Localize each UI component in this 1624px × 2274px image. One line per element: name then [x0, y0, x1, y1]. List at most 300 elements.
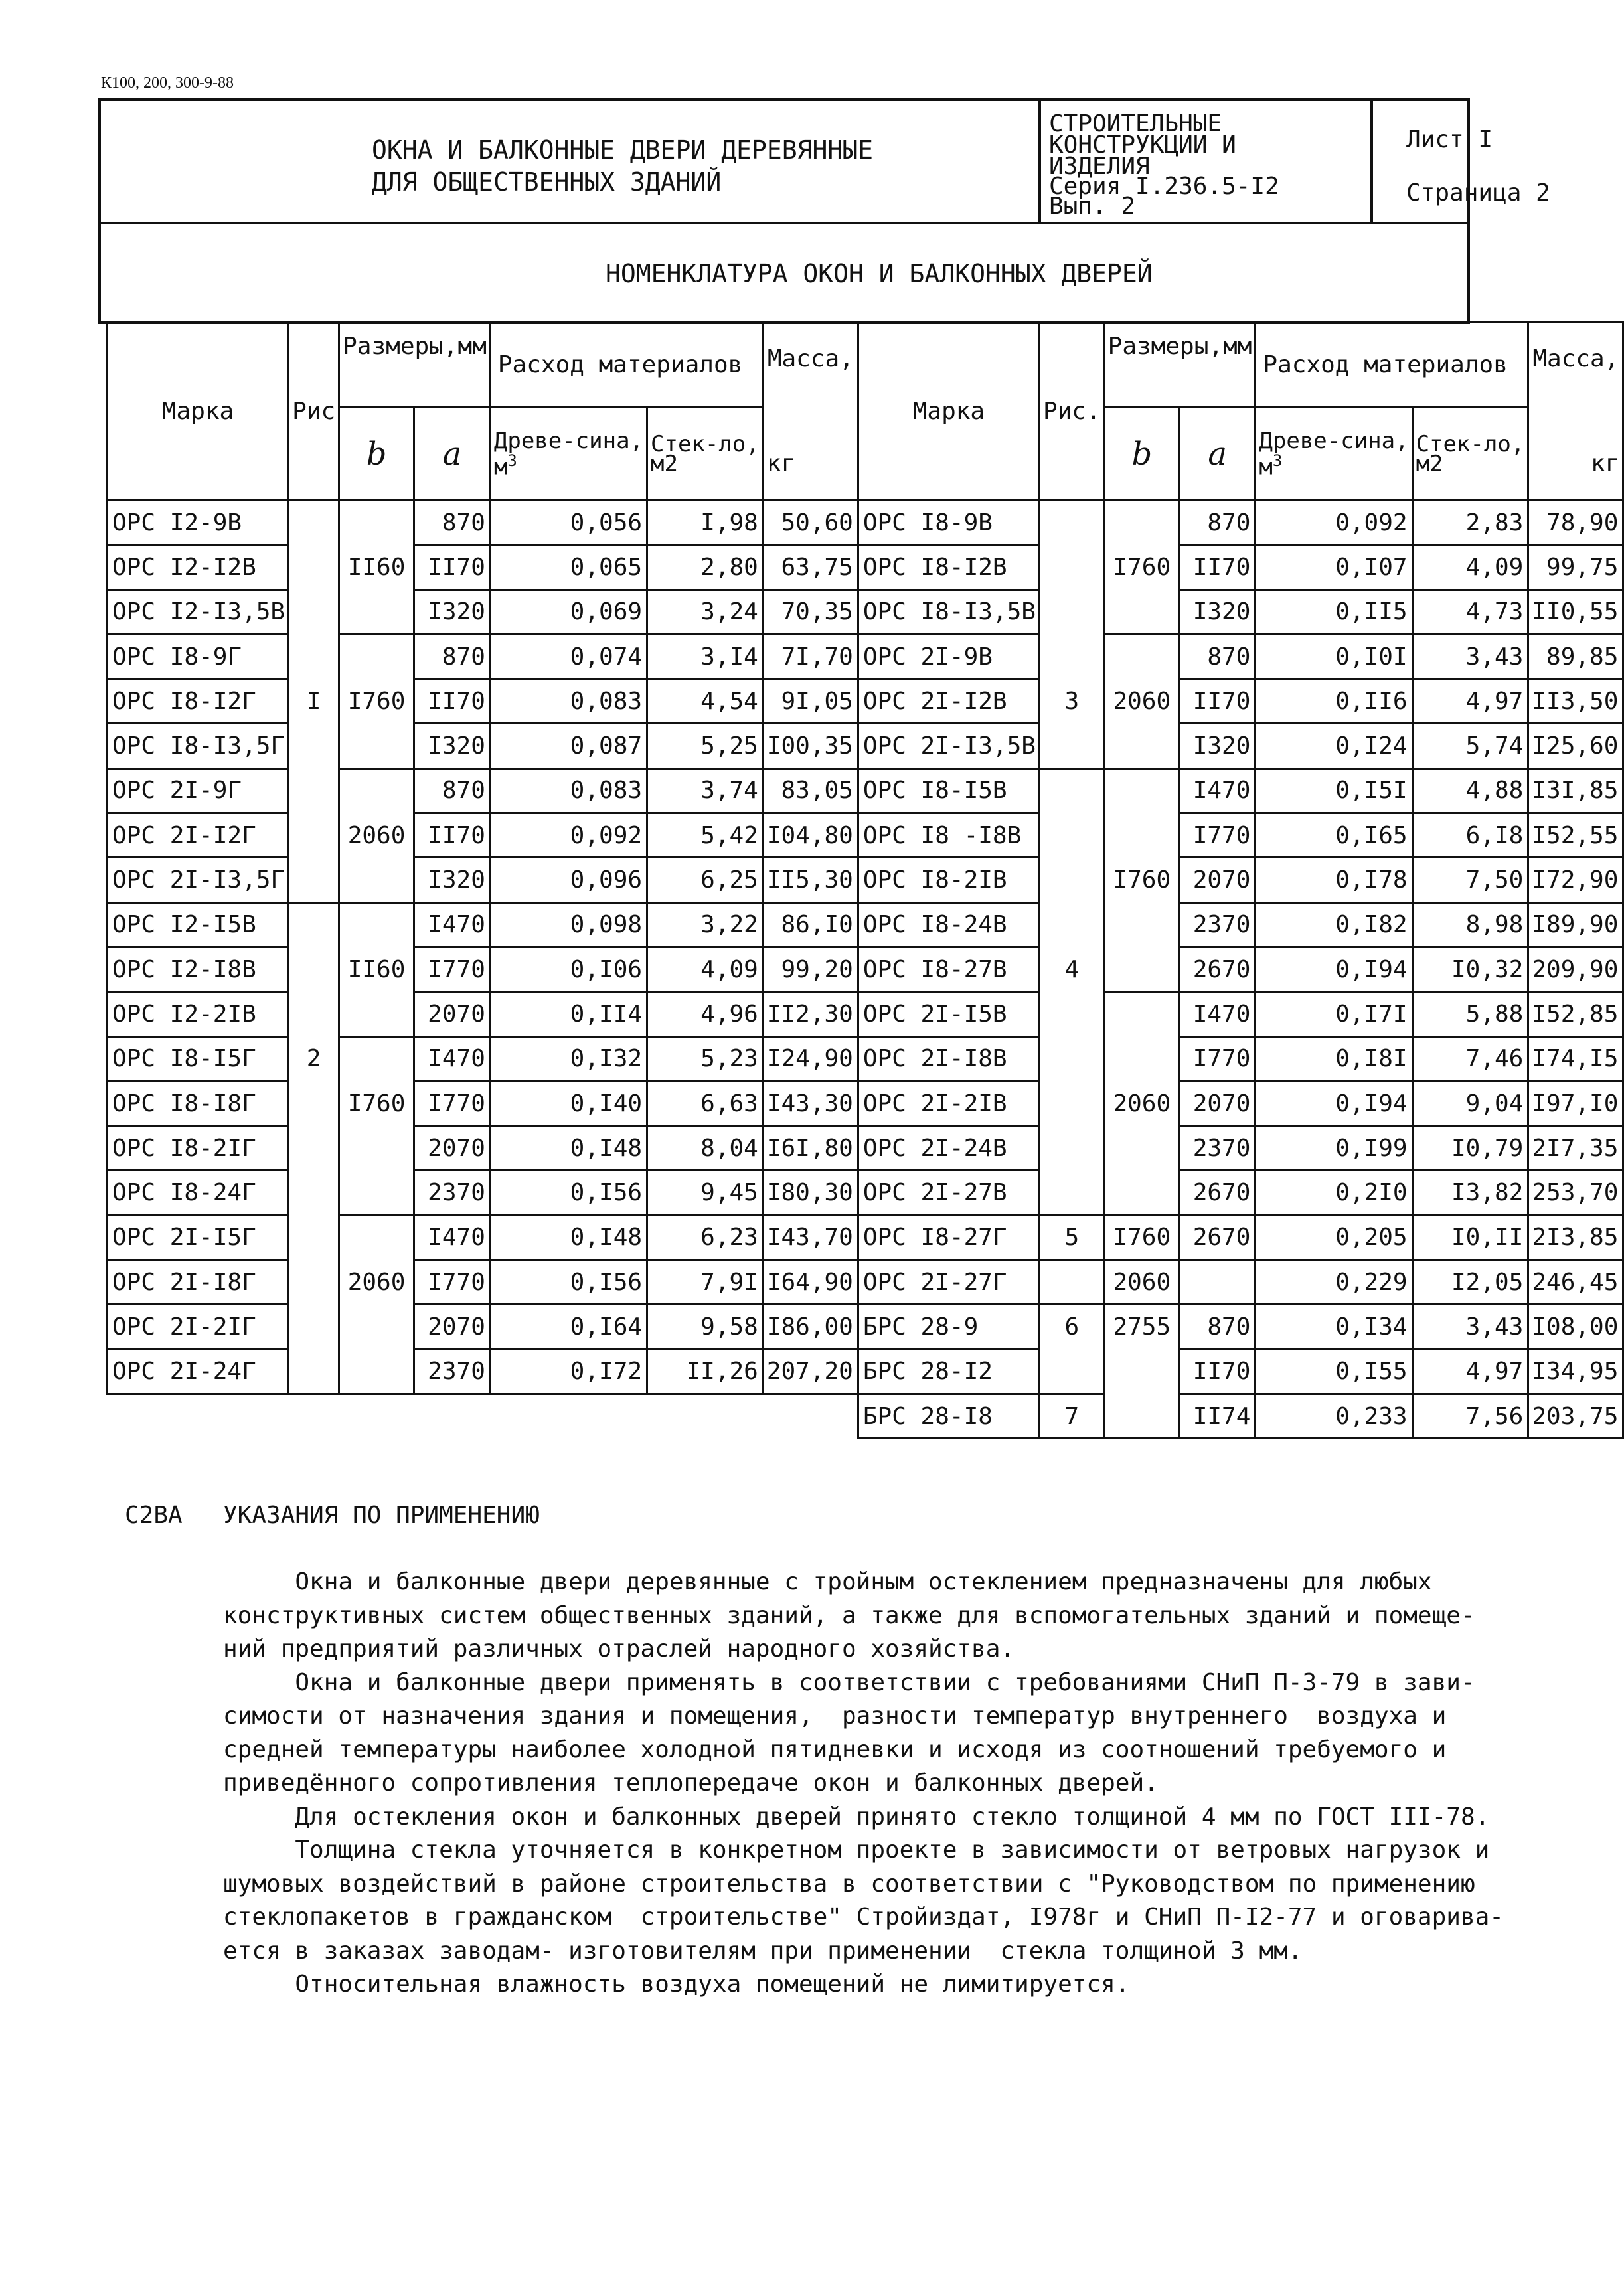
right-mark-cell: ОРС 2I-2IВ	[858, 1081, 1039, 1125]
right-mass-cell: II0,55	[1528, 590, 1623, 634]
left-mark-cell: ОРС I8-2IГ	[108, 1126, 289, 1171]
left-b-cell	[339, 590, 414, 634]
right-a-cell: 870	[1179, 501, 1255, 545]
right-glass-cell: I0,79	[1412, 1126, 1528, 1171]
left-empty-cell	[763, 1394, 858, 1438]
right-b-cell	[1104, 1394, 1179, 1438]
left-a-cell: II70	[414, 679, 491, 724]
left-glass-cell: II,26	[647, 1349, 764, 1394]
right-fig-cell	[1039, 724, 1104, 768]
right-a-cell: 870	[1179, 634, 1255, 679]
left-mark-cell: ОРС 2I-I3,5Г	[108, 858, 289, 902]
table-row	[108, 768, 1623, 813]
right-a-cell: II70	[1179, 545, 1255, 590]
left-empty-cell	[289, 1394, 339, 1438]
right-fig-cell	[1039, 1126, 1104, 1171]
left-empty-cell	[108, 1394, 289, 1438]
instructions-title: УКАЗАНИЯ ПО ПРИМЕНЕНИЮ	[223, 1502, 540, 1529]
right-mass-cell: 203,75	[1528, 1394, 1623, 1438]
series-line-3: ИЗДЕЛИЯ	[1049, 153, 1150, 180]
left-a-cell: I470	[414, 1036, 491, 1081]
right-mark-cell: ОРС 2I-I5В	[858, 992, 1039, 1036]
right-glass-cell: 7,46	[1412, 1036, 1528, 1081]
right-a-cell: II70	[1179, 1349, 1255, 1394]
right-wood-cell: 0,I0I	[1256, 634, 1412, 679]
series-line-5: Вып. 2	[1049, 193, 1136, 220]
left-wood-cell: 0,065	[490, 545, 647, 590]
left-fig-cell	[289, 634, 339, 679]
left-empty-cell	[414, 1394, 491, 1438]
left-mark-cell: ОРС I8-I2Г	[108, 679, 289, 724]
right-a-cell	[1179, 1260, 1255, 1305]
right-glass-cell: 6,I8	[1412, 813, 1528, 858]
right-b-cell: I760	[1104, 545, 1179, 590]
title-line-1: ОКНА И БАЛКОННЫЕ ДВЕРИ ДЕРЕВЯННЫЕ	[372, 135, 873, 165]
left-b-cell: I760	[339, 679, 414, 724]
header-wood-label: Древе-сина,	[493, 427, 644, 454]
right-b-cell	[1104, 902, 1179, 947]
right-fig-cell	[1039, 858, 1104, 902]
left-glass-cell: 3,24	[647, 590, 764, 634]
left-wood-cell: 0,069	[490, 590, 647, 634]
instructions-line: Окна и балконные двери применять в соответствии с требованиями СНиП П-3-79 в зави-	[223, 1668, 1475, 1696]
left-mark-cell: ОРС 2I-I8Г	[108, 1260, 289, 1305]
right-fig-cell	[1039, 1349, 1104, 1394]
table-row	[108, 501, 1623, 545]
right-b-cell: 2755	[1104, 1305, 1179, 1349]
left-mass-cell: 63,75	[763, 545, 858, 590]
left-b-cell	[339, 1305, 414, 1349]
right-fig-cell	[1039, 501, 1104, 545]
header-mass-right	[1528, 323, 1623, 501]
right-wood-cell: 0,229	[1256, 1260, 1412, 1305]
left-mass-cell: I24,90	[763, 1036, 858, 1081]
instructions-body	[223, 1566, 1504, 2002]
left-b-cell: II60	[339, 545, 414, 590]
right-a-cell: 2670	[1179, 947, 1255, 991]
table-row	[108, 679, 1623, 724]
right-mark-cell: ОРС 2I-24В	[858, 1126, 1039, 1171]
left-a-cell: 2370	[414, 1171, 491, 1215]
left-glass-cell: 5,42	[647, 813, 764, 858]
left-wood-cell: 0,I06	[490, 947, 647, 991]
left-a-cell: I770	[414, 1260, 491, 1305]
left-wood-cell: 0,098	[490, 902, 647, 947]
left-mass-cell: I64,90	[763, 1260, 858, 1305]
left-mark-cell: ОРС 2I-2IГ	[108, 1305, 289, 1349]
right-glass-cell: 7,56	[1412, 1394, 1528, 1438]
left-a-cell: 2070	[414, 1305, 491, 1349]
right-wood-cell: 0,I24	[1256, 724, 1412, 768]
left-glass-cell: 6,63	[647, 1081, 764, 1125]
header-glass-label-right: Стек-ло,	[1416, 430, 1525, 457]
left-a-cell: I470	[414, 1215, 491, 1259]
right-mass-cell: 2I7,35	[1528, 1126, 1623, 1171]
left-mass-cell: 207,20	[763, 1349, 858, 1394]
left-mass-cell: I80,30	[763, 1171, 858, 1215]
sheet-number: Лист I	[1406, 126, 1493, 153]
right-glass-cell: 3,43	[1412, 634, 1528, 679]
left-mass-cell: I43,70	[763, 1215, 858, 1259]
header-consumption-right: Расход материалов	[1256, 323, 1528, 408]
left-a-cell: I320	[414, 590, 491, 634]
right-fig-cell: 6	[1039, 1305, 1104, 1349]
right-mass-cell: I74,I5	[1528, 1036, 1623, 1081]
right-fig-cell	[1039, 813, 1104, 858]
right-glass-cell: 4,09	[1412, 545, 1528, 590]
header-sizes: Размеры,мм	[339, 323, 491, 408]
right-glass-cell: 5,74	[1412, 724, 1528, 768]
header-wood-unit	[493, 451, 643, 481]
left-glass-cell: 6,25	[647, 858, 764, 902]
right-b-cell: 2060	[1104, 1260, 1179, 1305]
table-row	[108, 634, 1623, 679]
right-b-cell	[1104, 992, 1179, 1036]
right-b-cell	[1104, 634, 1179, 679]
left-a-cell: II70	[414, 545, 491, 590]
right-mass-cell: I52,55	[1528, 813, 1623, 858]
table-row	[108, 1036, 1623, 1081]
right-b-cell: I760	[1104, 858, 1179, 902]
left-glass-cell: 6,23	[647, 1215, 764, 1259]
left-mark-cell: ОРС 2I-I5Г	[108, 1215, 289, 1259]
table-row	[108, 1081, 1623, 1125]
instructions-line: шумовых воздействий в районе строительства в соответствии с "Руководством по применению	[223, 1870, 1475, 1898]
left-glass-cell: 7,9I	[647, 1260, 764, 1305]
header-mark-right: Марка	[858, 323, 1039, 501]
right-a-cell: I470	[1179, 768, 1255, 813]
left-wood-cell: 0,056	[490, 501, 647, 545]
table-row	[108, 947, 1623, 991]
left-a-cell: II70	[414, 813, 491, 858]
table-row	[108, 590, 1623, 634]
sheet-block	[1373, 101, 1550, 222]
right-b-cell	[1104, 724, 1179, 768]
header-glass-right	[1412, 408, 1528, 501]
right-fig-cell	[1039, 545, 1104, 590]
left-mark-cell: ОРС I2-I5В	[108, 902, 289, 947]
header-mass	[763, 323, 858, 501]
instructions-line: ется в заказах заводам- изготовителям при применении стекла толщиной 3 мм.	[223, 1937, 1303, 1965]
left-mark-cell: ОРС I2-2IВ	[108, 992, 289, 1036]
left-b-cell	[339, 768, 414, 813]
nomenclature-table-wrapper	[106, 321, 1624, 1439]
right-fig-cell	[1039, 1171, 1104, 1215]
right-glass-cell: 4,88	[1412, 768, 1528, 813]
left-fig-cell	[289, 902, 339, 947]
left-mass-cell: I04,80	[763, 813, 858, 858]
left-wood-cell: 0,I48	[490, 1215, 647, 1259]
right-wood-cell: 0,I5I	[1256, 768, 1412, 813]
left-mark-cell: ОРС I2-I8В	[108, 947, 289, 991]
right-glass-cell: 7,50	[1412, 858, 1528, 902]
left-mark-cell: ОРС I8-I3,5Г	[108, 724, 289, 768]
left-glass-cell: 8,04	[647, 1126, 764, 1171]
instructions-line: приведённого сопротивления теплопередаче окон и балконных дверей.	[223, 1769, 1159, 1797]
left-mark-cell: ОРС 2I-I2Г	[108, 813, 289, 858]
right-wood-cell: 0,2I0	[1256, 1171, 1412, 1215]
header-fig-right: Рис.	[1039, 323, 1104, 501]
left-b-cell	[339, 1126, 414, 1171]
right-wood-cell: 0,I7I	[1256, 992, 1412, 1036]
right-b-cell: 2060	[1104, 1081, 1179, 1125]
table-row	[108, 902, 1623, 947]
left-a-cell: 2070	[414, 1126, 491, 1171]
left-glass-cell: 5,25	[647, 724, 764, 768]
right-fig-cell: 4	[1039, 947, 1104, 991]
table-row	[108, 1171, 1623, 1215]
left-mark-cell: ОРС I2-I3,5В	[108, 590, 289, 634]
wood-unit: м	[493, 453, 508, 481]
left-wood-cell: 0,I72	[490, 1349, 647, 1394]
left-mass-cell: I6I,80	[763, 1126, 858, 1171]
instructions-code: С2ВА	[125, 1502, 183, 1529]
left-mark-cell: ОРС 2I-9Г	[108, 768, 289, 813]
left-fig-cell: 2	[289, 1036, 339, 1081]
left-b-cell	[339, 1036, 414, 1081]
table-body	[108, 501, 1623, 1439]
header-glass-label: Стек-ло,	[651, 430, 760, 457]
left-wood-cell: 0,087	[490, 724, 647, 768]
left-fig-cell	[289, 1349, 339, 1394]
left-glass-cell: 3,22	[647, 902, 764, 947]
nomenclature-title: НОМЕНКЛАТУРА ОКОН И БАЛКОННЫХ ДВЕРЕЙ	[606, 259, 1153, 288]
left-wood-cell: 0,I48	[490, 1126, 647, 1171]
right-b-cell	[1104, 1171, 1179, 1215]
left-fig-cell	[289, 768, 339, 813]
right-mark-cell: ОРС I8-24В	[858, 902, 1039, 947]
right-mass-cell: 78,90	[1528, 501, 1623, 545]
header-b-right: b	[1104, 408, 1179, 501]
right-glass-cell: I0,II	[1412, 1215, 1528, 1259]
table-row	[108, 1260, 1623, 1305]
left-mark-cell: ОРС I8-9Г	[108, 634, 289, 679]
left-glass-cell: 9,45	[647, 1171, 764, 1215]
table-row	[108, 858, 1623, 902]
header-sizes-right: Размеры,мм	[1104, 323, 1256, 408]
left-b-cell	[339, 992, 414, 1036]
left-mass-cell: 9I,05	[763, 679, 858, 724]
left-mass-cell: I86,00	[763, 1305, 858, 1349]
right-b-cell	[1104, 1349, 1179, 1394]
right-a-cell: I320	[1179, 724, 1255, 768]
right-a-cell: I770	[1179, 1036, 1255, 1081]
left-a-cell: I470	[414, 902, 491, 947]
right-mass-cell: I08,00	[1528, 1305, 1623, 1349]
header-wood-unit-right	[1259, 451, 1408, 481]
right-mass-cell: II3,50	[1528, 679, 1623, 724]
left-wood-cell: 0,092	[490, 813, 647, 858]
right-mass-cell: 89,85	[1528, 634, 1623, 679]
right-glass-cell: I0,32	[1412, 947, 1528, 991]
document-title	[101, 101, 1041, 222]
left-glass-cell: 9,58	[647, 1305, 764, 1349]
wood-unit-right: м	[1259, 453, 1273, 481]
right-wood-cell: 0,II6	[1256, 679, 1412, 724]
right-b-cell	[1104, 947, 1179, 991]
right-wood-cell: 0,092	[1256, 501, 1412, 545]
left-mark-cell: ОРС I8-I5Г	[108, 1036, 289, 1081]
right-glass-cell: 8,98	[1412, 902, 1528, 947]
left-mass-cell: 86,I0	[763, 902, 858, 947]
right-b-cell	[1104, 590, 1179, 634]
right-mass-cell: I25,60	[1528, 724, 1623, 768]
right-mass-cell: I52,85	[1528, 992, 1623, 1036]
left-b-cell: II60	[339, 947, 414, 991]
header-mass-label: Масса,	[767, 345, 854, 372]
right-b-cell	[1104, 501, 1179, 545]
right-a-cell: 2070	[1179, 858, 1255, 902]
right-wood-cell: 0,I65	[1256, 813, 1412, 858]
left-mass-cell: II2,30	[763, 992, 858, 1036]
left-mark-cell: ОРС 2I-24Г	[108, 1349, 289, 1394]
right-wood-cell: 0,I82	[1256, 902, 1412, 947]
left-glass-cell: 3,I4	[647, 634, 764, 679]
right-fig-cell	[1039, 1036, 1104, 1081]
right-b-cell	[1104, 768, 1179, 813]
left-wood-cell: 0,096	[490, 858, 647, 902]
left-fig-cell: I	[289, 679, 339, 724]
header-wood	[490, 408, 647, 501]
left-b-cell	[339, 902, 414, 947]
left-fig-cell	[289, 1260, 339, 1305]
right-mark-cell: ОРС I8-I5В	[858, 768, 1039, 813]
left-wood-cell: 0,I32	[490, 1036, 647, 1081]
right-glass-cell: I3,82	[1412, 1171, 1528, 1215]
left-a-cell: 870	[414, 501, 491, 545]
left-a-cell: I770	[414, 1081, 491, 1125]
right-mark-cell: ОРС I8-27В	[858, 947, 1039, 991]
right-mass-cell: I34,95	[1528, 1349, 1623, 1394]
right-wood-cell: 0,I99	[1256, 1126, 1412, 1171]
right-a-cell: II74	[1179, 1394, 1255, 1438]
header-mass-label-right: Масса,	[1532, 345, 1619, 372]
right-mark-cell: ОРС I8-2IВ	[858, 858, 1039, 902]
right-glass-cell: 4,97	[1412, 679, 1528, 724]
right-wood-cell: 0,I94	[1256, 947, 1412, 991]
document-code: К100, 200, 300-9-88	[101, 74, 234, 92]
left-fig-cell	[289, 858, 339, 902]
instructions-line: Толщина стекла уточняется в конкретном проекте в зависимости от ветровых нагрузок и	[223, 1836, 1490, 1864]
right-mark-cell: ОРС I8 -I8В	[858, 813, 1039, 858]
right-mark-cell: ОРС 2I-I3,5В	[858, 724, 1039, 768]
right-fig-cell: 7	[1039, 1394, 1104, 1438]
left-wood-cell: 0,083	[490, 679, 647, 724]
series-line-2: КОНСТРУКЦИИ И	[1049, 131, 1236, 159]
right-mass-cell: 2I3,85	[1528, 1215, 1623, 1259]
right-a-cell: II70	[1179, 679, 1255, 724]
table-row	[108, 1215, 1623, 1259]
right-mass-cell: 209,90	[1528, 947, 1623, 991]
left-mass-cell: 7I,70	[763, 634, 858, 679]
right-mark-cell: БРС 28-I8	[858, 1394, 1039, 1438]
left-fig-cell	[289, 501, 339, 545]
left-glass-cell: 2,80	[647, 545, 764, 590]
left-mass-cell: II5,30	[763, 858, 858, 902]
left-fig-cell	[289, 992, 339, 1036]
left-glass-cell: 4,09	[647, 947, 764, 991]
right-fig-cell	[1039, 992, 1104, 1036]
series-line-1: СТРОИТЕЛЬНЫЕ	[1049, 110, 1222, 137]
left-fig-cell	[289, 545, 339, 590]
right-mark-cell: БРС 28-I2	[858, 1349, 1039, 1394]
right-glass-cell: 3,43	[1412, 1305, 1528, 1349]
right-mark-cell: ОРС 2I-27Г	[858, 1260, 1039, 1305]
right-wood-cell: 0,I07	[1256, 545, 1412, 590]
left-mass-cell: I00,35	[763, 724, 858, 768]
right-fig-cell	[1039, 590, 1104, 634]
right-fig-cell	[1039, 1260, 1104, 1305]
left-a-cell: I320	[414, 724, 491, 768]
left-b-cell	[339, 634, 414, 679]
header-mass-unit: кг	[766, 449, 796, 477]
left-mass-cell: 70,35	[763, 590, 858, 634]
left-glass-cell: I,98	[647, 501, 764, 545]
left-wood-cell: 0,I56	[490, 1171, 647, 1215]
left-fig-cell	[289, 1081, 339, 1125]
left-empty-cell	[647, 1394, 764, 1438]
left-mass-cell: I43,30	[763, 1081, 858, 1125]
left-glass-cell: 4,96	[647, 992, 764, 1036]
right-mass-cell: I72,90	[1528, 858, 1623, 902]
left-mark-cell: ОРС I2-9В	[108, 501, 289, 545]
header-wood-right	[1256, 408, 1412, 501]
right-b-cell	[1104, 1036, 1179, 1081]
right-mass-cell: 253,70	[1528, 1171, 1623, 1215]
right-mark-cell: БРС 28-9	[858, 1305, 1039, 1349]
right-mass-cell: I3I,85	[1528, 768, 1623, 813]
left-glass-cell: 4,54	[647, 679, 764, 724]
left-mass-cell: 83,05	[763, 768, 858, 813]
right-a-cell: I770	[1179, 813, 1255, 858]
left-b-cell	[339, 1349, 414, 1394]
nomenclature-table	[106, 321, 1624, 1439]
left-empty-cell	[490, 1394, 647, 1438]
left-glass-cell: 5,23	[647, 1036, 764, 1081]
instructions-line: стеклопакетов в гражданском строительстве" Стройиздат, I978г и СНиП П-I2-77 и оговарива-	[223, 1904, 1504, 1931]
left-wood-cell: 0,074	[490, 634, 647, 679]
left-wood-cell: 0,II4	[490, 992, 647, 1036]
left-b-cell	[339, 501, 414, 545]
left-b-cell: 2060	[339, 1260, 414, 1305]
right-a-cell: 2670	[1179, 1215, 1255, 1259]
right-mass-cell: 99,75	[1528, 545, 1623, 590]
instructions-line: симости от назначения здания и помещения, разности температур внутреннего воздуха и	[223, 1702, 1447, 1730]
header-glass-unit: м2	[651, 450, 678, 477]
table-row	[108, 1305, 1623, 1349]
left-b-cell: I760	[339, 1081, 414, 1125]
page-number: Страница 2	[1406, 179, 1550, 206]
left-mass-cell: 99,20	[763, 947, 858, 991]
title-line-2: ДЛЯ ОБЩЕСТВЕННЫХ ЗДАНИЙ	[372, 167, 722, 197]
left-a-cell: I320	[414, 858, 491, 902]
header-mass-unit-right: кг	[1591, 449, 1620, 477]
right-fig-cell	[1039, 768, 1104, 813]
left-fig-cell	[289, 1305, 339, 1349]
right-mass-cell: 246,45	[1528, 1260, 1623, 1305]
right-fig-cell: 5	[1039, 1215, 1104, 1259]
left-b-cell: 2060	[339, 813, 414, 858]
instructions-line: Для остекления окон и балконных дверей принято стекло толщиной 4 мм по ГОСТ III-78.	[223, 1803, 1490, 1830]
header-b: b	[339, 408, 414, 501]
right-glass-cell: 5,88	[1412, 992, 1528, 1036]
right-wood-cell: 0,I78	[1256, 858, 1412, 902]
left-fig-cell	[289, 724, 339, 768]
right-mark-cell: ОРС 2I-27В	[858, 1171, 1039, 1215]
header-wood-label-right: Древе-сина,	[1259, 427, 1409, 454]
right-wood-cell: 0,205	[1256, 1215, 1412, 1259]
right-wood-cell: 0,I8I	[1256, 1036, 1412, 1081]
